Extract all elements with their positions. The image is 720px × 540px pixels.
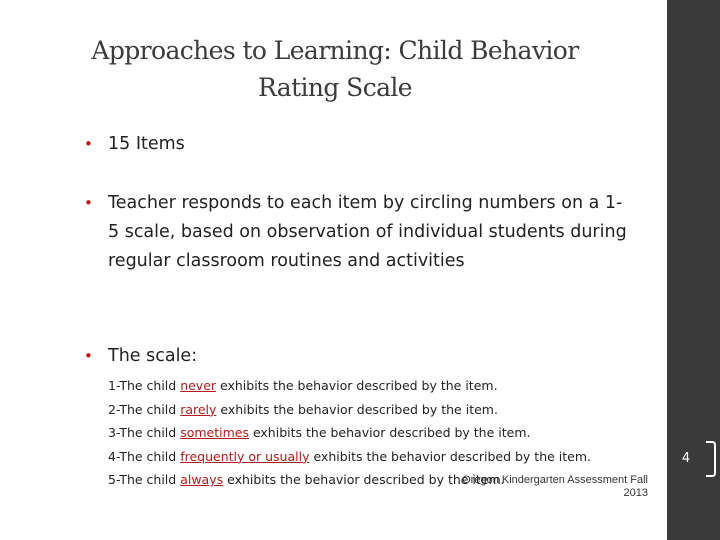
scale-suffix: exhibits the behavior described by the item. [248, 425, 531, 441]
bullet-dot-icon: • [84, 135, 93, 153]
bullet-teacher-responds [84, 189, 628, 276]
scale-suffix: exhibits the behavior described by the item. [223, 472, 505, 488]
page-number: 4 [681, 451, 691, 466]
scale-suffix: exhibits the behavior described by the item. [216, 401, 498, 417]
title-line-1: Approaches to Learning: Child Behavior [91, 36, 579, 65]
bullet-dot-icon: • [84, 194, 93, 212]
scale-frequency: sometimes [180, 425, 249, 441]
bullet-text: 15 Items [108, 134, 185, 154]
scale-item-3 [108, 421, 668, 445]
scale-suffix: exhibits the behavior described by the item. [216, 378, 498, 393]
scale-frequency: frequently or usually [180, 448, 310, 464]
footer-line-2: 2013 [623, 487, 648, 499]
scale-suffix: exhibits the behavior described by the item. [309, 448, 592, 464]
slide-title [60, 32, 610, 106]
slide-number [655, 439, 717, 479]
scale-frequency: rarely [180, 401, 217, 417]
scale-item-4 [108, 445, 668, 469]
scale-prefix: 2-The child [108, 401, 181, 417]
scale-item-2 [108, 398, 668, 422]
scale-frequency: always [180, 472, 224, 488]
scale-frequency: never [180, 378, 217, 393]
scale-prefix: 1-The child [108, 378, 181, 393]
bullet-dot-icon: • [84, 347, 93, 365]
scale-prefix: 5-The child [108, 472, 181, 488]
bullet-text: Teacher responds to each item by circling numbers on a 1-5 scale, based on observation of individual students during regular classroom routines and activities [108, 193, 627, 271]
scale-prefix: 4-The child [108, 448, 181, 464]
footer-line-1: Oregon Kindergarten Assessment Fall [462, 474, 648, 486]
scale-item-1 [108, 374, 668, 398]
footer-source [380, 474, 648, 500]
scale-prefix: 3-The child [108, 425, 181, 441]
bullet-text: The scale: [108, 346, 198, 366]
bullet-the-scale [84, 342, 628, 371]
bullet-items-count [84, 130, 628, 159]
title-line-2: Rating Scale [257, 73, 413, 102]
